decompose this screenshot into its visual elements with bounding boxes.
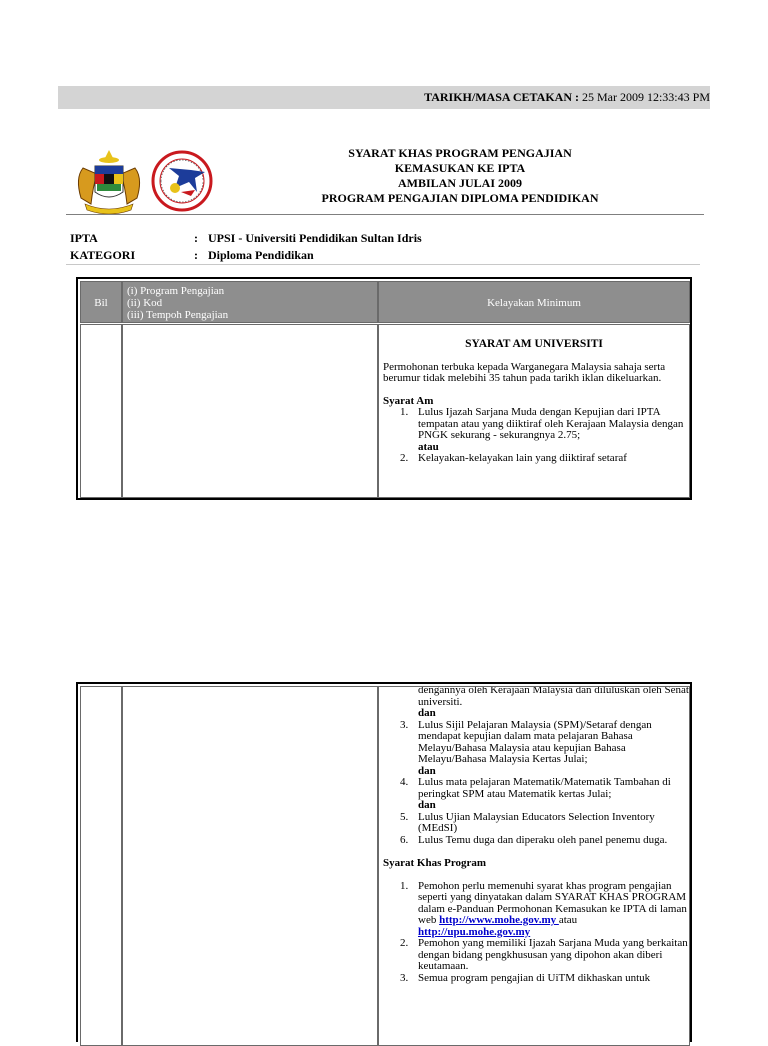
ipta-colon: : bbox=[194, 231, 198, 245]
syarat-am-item-2-continued: dengannya oleh Kerajaan Malaysia dan diluluskan oleh Senat universiti. bbox=[418, 686, 689, 708]
syarat-am-item-6-number: 6. bbox=[400, 833, 409, 846]
syarat-am-item-6 bbox=[383, 835, 689, 847]
institution-emblem-logo bbox=[151, 148, 213, 214]
syarat-am-heading: Syarat Am bbox=[383, 394, 434, 407]
column-header-program bbox=[122, 281, 378, 323]
program-cell-continued bbox=[122, 686, 378, 1046]
ipta-label: IPTA bbox=[70, 231, 98, 245]
print-timestamp-label: TARIKH/MASA CETAKAN : bbox=[424, 90, 579, 104]
title-line-4: PROGRAM PENGAJIAN DIPLOMA PENDIDIKAN bbox=[321, 191, 599, 205]
print-timestamp-bar bbox=[58, 86, 710, 109]
syarat-am-item-4 bbox=[383, 777, 689, 800]
column-header-program-line-3: (iii) Tempoh Pengajian bbox=[127, 309, 229, 321]
syarat-am-item-2-number: 2. bbox=[400, 452, 409, 464]
syarat-am-item-4-number: 4. bbox=[400, 776, 409, 788]
syarat-am-item-1-number: 1. bbox=[400, 406, 409, 418]
syarat-am-item-5-number: 5. bbox=[400, 810, 409, 823]
column-header-bil-label: Bil bbox=[94, 297, 108, 309]
syarat-am-item-1 bbox=[383, 407, 685, 442]
syarat-khas-item-2-number: 2. bbox=[400, 937, 409, 949]
syarat-am-item-1-pngk: PNGK sekurang - sekurangnya 2.75; bbox=[418, 429, 581, 441]
title-line-1: SYARAT KHAS PROGRAM PENGAJIAN bbox=[348, 146, 572, 160]
column-header-kelayakan-label: Kelayakan Minimum bbox=[487, 297, 581, 309]
kategori-colon: : bbox=[194, 248, 198, 262]
syarat-khas-item-3-text: Semua program pengajian di UiTM dikhaskan untuk bbox=[418, 971, 651, 984]
syarat-am-item-3-number: 3. bbox=[400, 718, 409, 731]
syarat-am-item-2-text: Kelayakan-kelayakan lain yang diiktiraf setaraf bbox=[418, 452, 627, 464]
bil-cell bbox=[80, 324, 122, 498]
syarat-am-item-2 bbox=[383, 453, 685, 465]
program-cell bbox=[122, 324, 378, 498]
kategori-label: KATEGORI bbox=[70, 248, 136, 262]
syarat-am-item-6-text: Lulus Temu duga dan diperaku oleh panel penemu duga. bbox=[418, 833, 668, 846]
syarat-am-item-3-text: Lulus Sijil Pelajaran Malaysia (SPM)/Setaraf dengan mendapat kepujian dalam mata pelajaran Bahasa Melayu/Bahasa Malaysia atau kepujian Bahasa Melayu/Bahasa Malaysia Kertas Julai; bbox=[418, 718, 652, 765]
column-header-kelayakan bbox=[378, 281, 690, 323]
dan-separator-3: dan bbox=[418, 799, 436, 811]
syarat-khas-program-heading: Syarat Khas Program bbox=[383, 857, 487, 869]
coat-of-arms-logo bbox=[73, 146, 145, 216]
syarat-am-item-3 bbox=[383, 720, 689, 766]
print-timestamp-value: 25 Mar 2009 12:33:43 PM bbox=[578, 90, 710, 104]
syarat-khas-item-1-atau: atau bbox=[558, 914, 578, 926]
header-divider bbox=[66, 214, 704, 215]
requirements-table-page-2 bbox=[76, 682, 692, 1042]
title-line-3: AMBILAN JULAI 2009 bbox=[397, 176, 522, 190]
syarat-am-item-1-text: Lulus Ijazah Sarjana Muda dengan Kepujian dari IPTA tempatan atau yang diiktiraf oleh Kerajaan Malaysia dengan bbox=[418, 406, 684, 430]
bil-cell-continued bbox=[80, 686, 122, 1046]
info-divider bbox=[66, 264, 700, 265]
upu-website-link[interactable]: http://upu.mohe.gov.my bbox=[418, 925, 531, 938]
title-line-2: KEMASUKAN KE IPTA bbox=[394, 161, 526, 175]
syarat-am-item-4-text: Lulus mata pelajaran Matematik/Matematik Tambahan di peringkat SPM atau Matematik kertas Julai; bbox=[418, 776, 671, 800]
syarat-am-list-items-5-6 bbox=[383, 812, 689, 847]
kelayakan-cell-continued bbox=[378, 686, 690, 1046]
syarat-khas-item-1-text: Pemohon perlu memenuhi syarat khas program pengajian seperti yang dinyatakan dalam SYARAT KHAS PROGRAM dalam e-Panduan Permohonan Kemasukan ke IPTA di laman web bbox=[418, 879, 687, 926]
requirements-table-page-1 bbox=[76, 277, 692, 500]
syarat-khas-list bbox=[383, 881, 689, 985]
syarat-am-list-item-4 bbox=[383, 777, 689, 800]
syarat-khas-item-1-number: 1. bbox=[400, 879, 409, 892]
ipta-value: UPSI - Universiti Pendidikan Sultan Idris bbox=[208, 231, 422, 245]
column-header-program-line-2: (ii) Kod bbox=[127, 297, 163, 309]
atau-separator: atau bbox=[418, 440, 439, 453]
syarat-am-universiti-title: SYARAT AM UNIVERSITI bbox=[465, 338, 603, 350]
syarat-am-item-5-text: Lulus Ujian Malaysian Educators Selection Inventory (MEdSI) bbox=[418, 810, 655, 834]
syarat-am-list-continued bbox=[383, 720, 689, 766]
syarat-khas-item-3-number: 3. bbox=[400, 971, 409, 984]
kelayakan-cell bbox=[378, 324, 690, 498]
syarat-khas-item-1 bbox=[383, 881, 689, 939]
dan-separator-1: dan bbox=[418, 707, 436, 719]
dan-separator-2: dan bbox=[418, 764, 436, 777]
syarat-khas-item-2-text: Pemohon yang memiliki Ijazah Sarjana Muda yang berkaitan dengan bidang pengkhususan yang dipohon akan diberi keutamaan. bbox=[418, 937, 688, 972]
syarat-khas-item-3 bbox=[383, 973, 689, 985]
syarat-am-list bbox=[383, 407, 685, 465]
column-header-program-line-1: (i) Program Pengajian bbox=[127, 285, 225, 297]
syarat-am-item-5 bbox=[383, 812, 689, 835]
syarat-khas-item-2 bbox=[383, 938, 689, 973]
kategori-value: Diploma Pendidikan bbox=[208, 248, 314, 262]
column-header-bil bbox=[80, 281, 122, 323]
eligibility-intro: Permohonan terbuka kepada Warganegara Malaysia sahaja serta berumur tidak melebihi 35 tahun pada tarikh iklan dikeluarkan. bbox=[383, 360, 666, 384]
header-logos bbox=[73, 146, 213, 218]
mohe-website-link[interactable]: http://www.mohe.gov.my bbox=[439, 914, 559, 926]
document-title-block bbox=[240, 146, 680, 206]
